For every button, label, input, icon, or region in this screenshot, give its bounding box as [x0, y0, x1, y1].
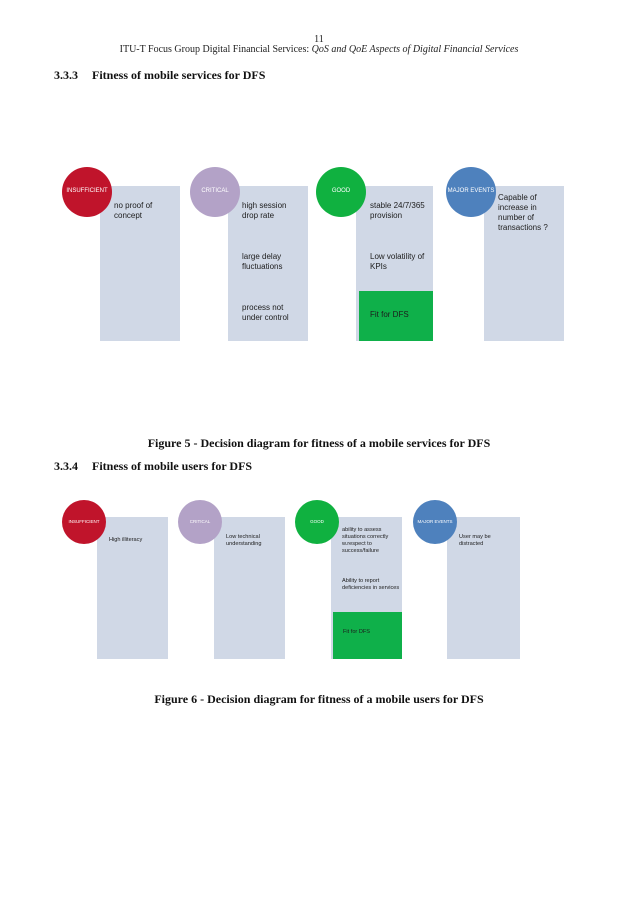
fig5-column-insufficient: [100, 186, 180, 341]
fig6-item: ability to assess situations correctly w.respect to success/failure: [342, 527, 389, 554]
fig5-good-badge: GOOD: [316, 167, 366, 217]
figure-5-caption: Figure 5 - Decision diagram for fitness of a mobile services for DFS: [147, 436, 491, 450]
section-title: Fitness of mobile services for DFS: [92, 68, 266, 82]
section-title: Fitness of mobile users for DFS: [92, 459, 253, 473]
fig6-column-insufficient: [97, 517, 168, 659]
fig5-column-major-events: [484, 186, 564, 341]
fig5-item: stable 24/7/365 provision: [370, 201, 425, 220]
figure-6-caption: Figure 6 - Decision diagram for fitness of a mobile users for DFS: [154, 692, 484, 706]
fig6-critical-badge: CRITICAL: [178, 500, 222, 544]
fig5-item: large delay fluctuations: [242, 252, 283, 271]
fig6-item: Ability to report deficiencies in services: [342, 578, 400, 591]
fig5-insufficient-badge: INSUFFICIENT: [62, 167, 112, 217]
fig6-insufficient-badge: INSUFFICIENT: [62, 500, 106, 544]
fig5-column-critical: [228, 186, 308, 341]
fig6-item: High illiteracy: [109, 537, 143, 543]
fig6-fit-for-dfs-box: [333, 612, 402, 659]
fig5-column-good: [356, 186, 433, 341]
section-heading-3-3-4: [54, 459, 252, 474]
section-number: 3.3.4: [54, 459, 78, 473]
section-number: 3.3.3: [54, 68, 78, 82]
fig5-item: high session drop rate: [242, 201, 287, 220]
fig5-item: Low volatility of KPIs: [370, 252, 425, 271]
section-heading-3-3-3: [54, 68, 265, 83]
fig5-fit-label: Fit for DFS: [370, 310, 409, 319]
page-number: 11: [314, 34, 324, 45]
fig5-major-events-badge: MAJOR EVENTS: [446, 167, 496, 217]
fig5-item: process not under control: [242, 303, 289, 322]
fig5-item: Capable of increase in number of transactions ?: [498, 193, 548, 232]
fig6-column-good: [331, 517, 402, 659]
fig6-column-critical: [214, 517, 285, 659]
running-header-italic: QoS and QoE Aspects of Digital Financial Services: [311, 44, 519, 55]
fig5-item: no proof of concept: [114, 201, 153, 220]
running-header-main: ITU-T Focus Group Digital Financial Services:: [119, 44, 312, 55]
fig6-item: User may be distracted: [459, 534, 491, 547]
fig5-critical-badge: CRITICAL: [190, 167, 240, 217]
fig5-fit-for-dfs-box: [359, 291, 433, 341]
fig6-fit-label: Fit for DFS: [343, 629, 371, 635]
fig6-item: Low technical understanding: [226, 534, 262, 547]
fig6-column-major-events: [447, 517, 520, 659]
fig6-major-events-badge: MAJOR EVENTS: [413, 500, 457, 544]
running-header: [0, 44, 638, 55]
fig6-good-badge: GOOD: [295, 500, 339, 544]
